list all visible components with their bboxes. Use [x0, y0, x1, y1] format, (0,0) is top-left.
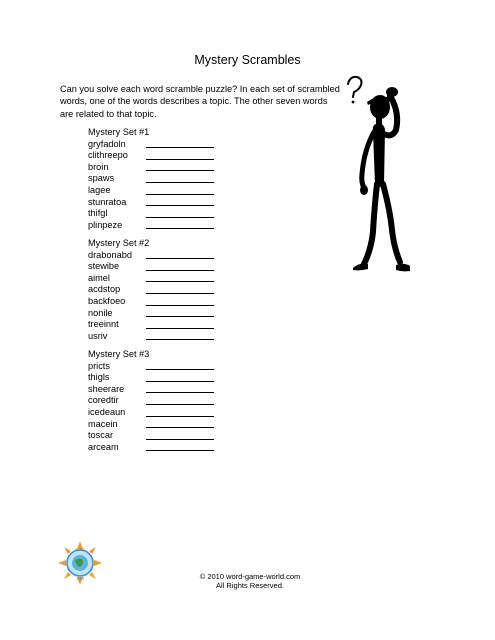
scramble-row	[88, 261, 214, 273]
scrambled-word: backfoeo	[88, 295, 126, 306]
scramble-row	[88, 419, 214, 431]
scrambled-word: drabonabd	[88, 249, 132, 260]
scramble-row	[88, 150, 214, 162]
scrambled-word: nonile	[88, 307, 113, 318]
scrambled-word: sheerare	[88, 383, 125, 394]
scrambled-word: stunratoa	[88, 196, 127, 207]
globe-compass-icon	[58, 541, 102, 585]
answer-blank	[146, 139, 214, 148]
scrambled-word: coredtir	[88, 395, 119, 406]
scrambled-word: usriv	[88, 330, 108, 341]
scrambled-word: broin	[88, 161, 109, 172]
scramble-row	[88, 162, 214, 174]
scrambled-word: treeinnt	[88, 319, 119, 330]
scramble-row	[88, 173, 214, 185]
scrambled-word: macein	[88, 418, 118, 429]
scrambled-word: thigls	[88, 372, 110, 383]
scrambled-word: gryfadoln	[88, 138, 126, 149]
answer-blank	[146, 197, 214, 206]
answer-blank	[146, 419, 214, 428]
thinking-stick-figure-icon	[340, 72, 412, 282]
mystery-set-2	[88, 238, 214, 342]
scramble-row	[88, 319, 214, 331]
scramble-row	[88, 250, 214, 262]
scrambled-word: pricts	[88, 360, 110, 371]
scrambled-word: lagee	[88, 184, 111, 195]
answer-blank	[146, 162, 214, 171]
answer-blank	[146, 331, 214, 340]
answer-blank	[146, 250, 214, 259]
answer-blank	[146, 384, 214, 393]
scramble-row	[88, 284, 214, 296]
instructions: Can you solve each word scramble puzzle? In each set of scrambled words, one of the words describes a topic. The other seven words are related to that topic.	[60, 84, 340, 119]
answer-blank	[146, 273, 214, 282]
answer-blank	[146, 320, 214, 329]
set-heading: Mystery Set #3	[88, 349, 150, 359]
scramble-row	[88, 220, 214, 232]
scrambled-word: thifgl	[88, 208, 108, 219]
answer-blank	[146, 186, 214, 195]
scramble-row	[88, 384, 214, 396]
scramble-row	[88, 296, 214, 308]
mystery-set-1	[88, 127, 214, 231]
scrambled-word: toscar	[88, 430, 114, 441]
answer-blank	[146, 373, 214, 382]
scramble-row	[88, 430, 214, 442]
scramble-row	[88, 139, 214, 151]
scramble-row	[88, 361, 214, 373]
scrambled-word: aimel	[88, 272, 110, 283]
scramble-row	[88, 372, 214, 384]
rights-text: All Rights Reserved.	[216, 581, 284, 590]
svg-text:.COM: .COM	[76, 576, 84, 581]
scramble-row	[88, 185, 214, 197]
scrambled-word: plinpeze	[88, 219, 123, 230]
answer-blank	[146, 220, 214, 229]
scramble-row	[88, 407, 214, 419]
answer-blank	[146, 297, 214, 306]
answer-blank	[146, 442, 214, 451]
answer-blank	[146, 174, 214, 183]
scrambled-word: spaws	[88, 173, 115, 184]
answer-blank	[146, 209, 214, 218]
copyright-text: © 2010 word-game-world.com	[199, 572, 301, 581]
answer-blank	[146, 361, 214, 370]
page-title: Mystery Scrambles	[194, 53, 301, 67]
svg-text:WORD: WORD	[75, 547, 85, 552]
answer-blank	[146, 262, 214, 271]
mystery-set-3	[88, 349, 214, 453]
scramble-row	[88, 308, 214, 320]
scramble-row	[88, 273, 214, 285]
scramble-row	[88, 442, 214, 454]
answer-blank	[146, 308, 214, 317]
scramble-row	[88, 208, 214, 220]
set-heading: Mystery Set #1	[88, 127, 150, 137]
scrambled-word: acdstop	[88, 284, 121, 295]
scrambled-word: icedeaun	[88, 406, 126, 417]
scramble-row	[88, 331, 214, 343]
set-heading: Mystery Set #2	[88, 238, 150, 248]
answer-blank	[146, 151, 214, 160]
scrambled-word: clithreepo	[88, 150, 128, 161]
scramble-row	[88, 197, 214, 209]
copyright-footer	[150, 572, 350, 590]
answer-blank	[146, 431, 214, 440]
answer-blank	[146, 408, 214, 417]
scrambled-word: arceam	[88, 441, 119, 452]
scramble-row	[88, 395, 214, 407]
answer-blank	[146, 285, 214, 294]
answer-blank	[146, 396, 214, 405]
scrambled-word: stewibe	[88, 261, 120, 272]
